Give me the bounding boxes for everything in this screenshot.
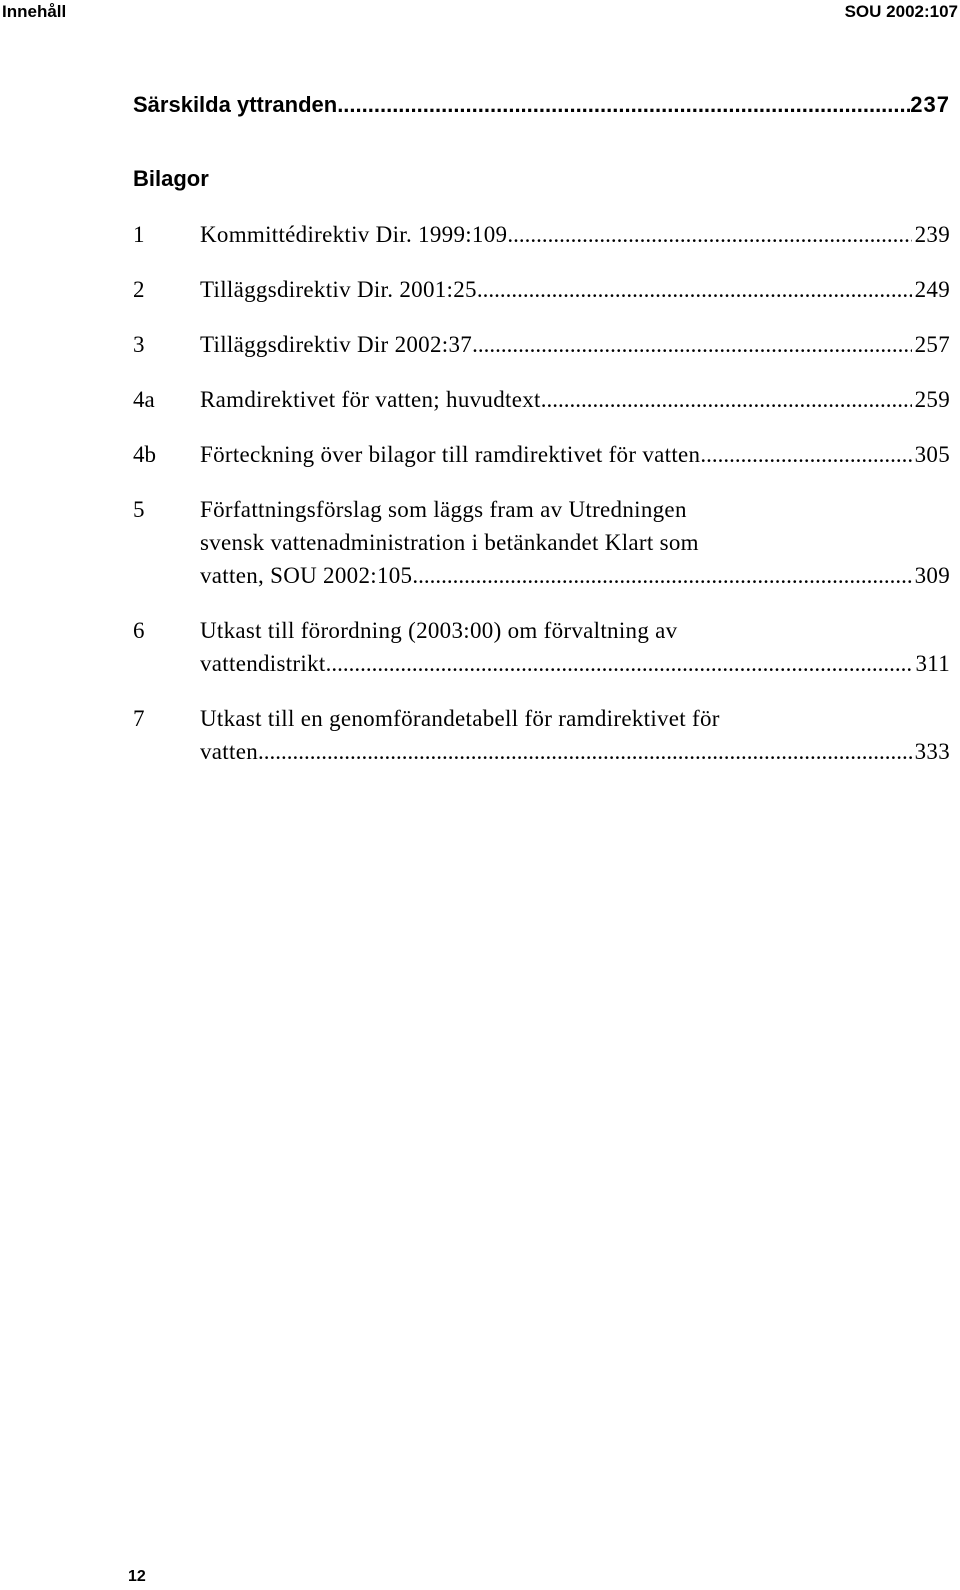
toc-entry-page: 237: [910, 92, 950, 117]
table-of-contents: [133, 90, 960, 790]
appendix-title-last-line: [200, 328, 950, 361]
dot-leader: [700, 438, 911, 471]
appendix-title-text: vatten, SOU 2002:105: [200, 563, 413, 588]
appendix-page: 333: [914, 739, 950, 764]
list-item[interactable]: [133, 273, 960, 306]
appendix-title-line: Utkast till en genomförandetabell för ramdirektivet för: [200, 706, 720, 731]
page-number: 12: [128, 1568, 146, 1585]
bilagor-list: [133, 218, 960, 768]
appendix-page: 305: [914, 442, 950, 467]
appendix-title-line: svensk vattenadministration i betänkandet Klart som: [200, 530, 699, 555]
appendix-title-last-line: [200, 273, 950, 306]
appendix-number: 5: [133, 497, 145, 522]
appendix-title-text: Tilläggsdirektiv Dir. 2001:25: [200, 277, 477, 302]
list-item[interactable]: [133, 218, 960, 251]
appendix-title-text: Förteckning över bilagor till ramdirektivet för vatten: [200, 442, 701, 467]
appendix-title: [200, 438, 950, 471]
appendix-page: 311: [915, 651, 950, 676]
appendix-title-line: Författningsförslag som läggs fram av Utredningen: [200, 497, 687, 522]
appendix-title-text: Ramdirektivet för vatten; huvudtext: [200, 387, 541, 412]
list-item[interactable]: [133, 383, 960, 416]
appendix-title-text: vatten: [200, 739, 258, 764]
appendix-title-text: vattendistrikt: [200, 651, 326, 676]
dot-leader: [337, 90, 910, 120]
list-item[interactable]: [133, 614, 960, 680]
appendix-title: [200, 383, 950, 416]
dot-leader: [507, 218, 911, 251]
toc-entry-sarskilda-yttranden[interactable]: [133, 90, 950, 120]
appendix-number: 2: [133, 277, 145, 302]
appendix-title-text: Kommittédirektiv Dir. 1999:109: [200, 222, 508, 247]
list-item[interactable]: [133, 702, 960, 768]
dot-leader: [412, 559, 911, 592]
appendix-title-text: Tilläggsdirektiv Dir 2002:37: [200, 332, 473, 357]
appendix-page: 239: [914, 222, 950, 247]
dot-leader: [541, 383, 912, 416]
dot-leader: [477, 273, 912, 306]
appendix-title-last-line: [200, 735, 950, 768]
header-section-title: Innehåll: [2, 2, 67, 21]
appendix-title: [200, 493, 950, 592]
appendix-page: 249: [914, 277, 950, 302]
appendix-number: 4a: [133, 387, 155, 412]
list-item[interactable]: [133, 438, 960, 471]
list-item[interactable]: [133, 328, 960, 361]
bilagor-heading: Bilagor: [133, 166, 209, 191]
appendix-title-last-line: [200, 559, 950, 592]
appendix-title-last-line: [200, 218, 950, 251]
appendix-title: [200, 614, 950, 680]
dot-leader: [472, 328, 912, 361]
appendix-title-last-line: [200, 438, 950, 471]
dot-leader: [326, 647, 913, 680]
toc-entry-title: Särskilda yttranden: [133, 92, 338, 117]
appendix-title-line: Utkast till förordning (2003:00) om förvaltning av: [200, 618, 678, 643]
appendix-number: 7: [133, 706, 145, 731]
appendix-page: 257: [914, 332, 950, 357]
dot-leader: [258, 735, 912, 768]
header-document-id: SOU 2002:107: [844, 2, 958, 21]
running-header: [0, 0, 960, 24]
appendix-title-last-line: [200, 647, 950, 680]
appendix-page: 259: [914, 387, 950, 412]
appendix-title: [200, 702, 950, 768]
appendix-number: 6: [133, 618, 145, 643]
appendix-page: 309: [914, 563, 950, 588]
appendix-title: [200, 328, 950, 361]
appendix-number: 3: [133, 332, 145, 357]
appendix-number: 4b: [133, 442, 156, 467]
appendix-title-last-line: [200, 383, 950, 416]
appendix-title: [200, 273, 950, 306]
list-item[interactable]: [133, 493, 960, 592]
appendix-number: 1: [133, 222, 145, 247]
appendix-title: [200, 218, 950, 251]
